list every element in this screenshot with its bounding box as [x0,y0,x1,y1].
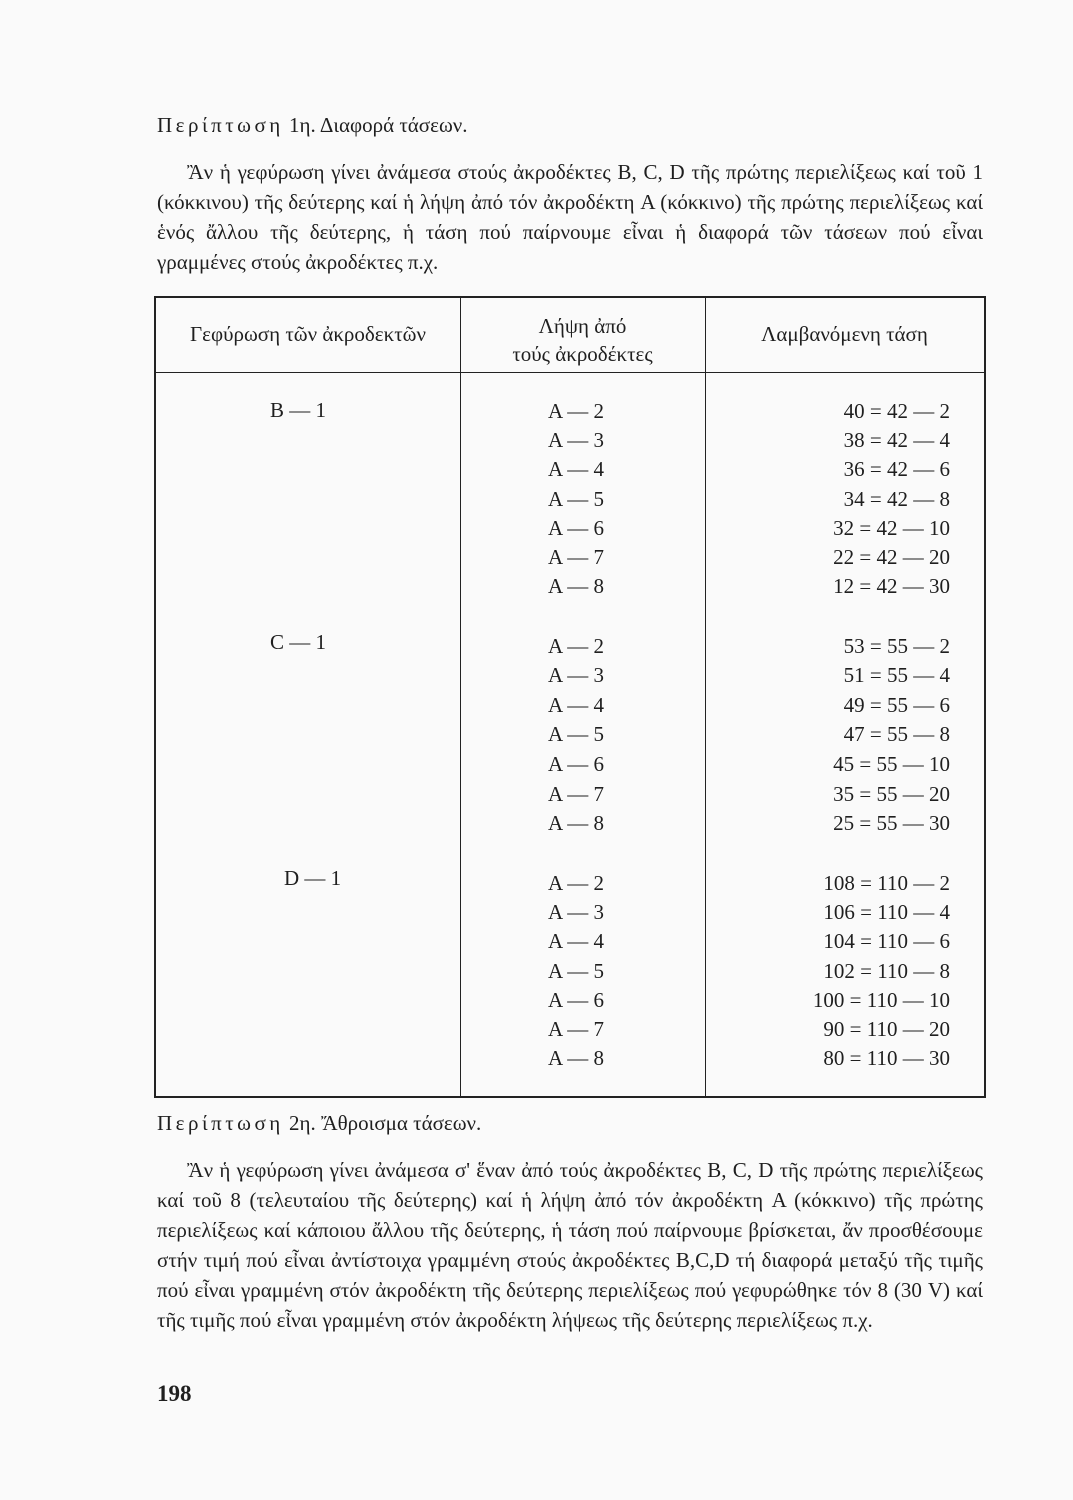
case2-heading-prefix: Περίπτωση [157,1111,284,1135]
bridge-label-d: D — 1 [284,866,342,890]
table-cell-take: A — 8 [548,574,605,598]
table-cell-voltage: 49 = 55 — 6 [843,693,950,717]
table-cell-voltage: 25 = 55 — 30 [833,811,950,835]
case1-heading-prefix: Περίπτωση [157,113,284,137]
header-voltage: Λαμβανόμενη τάση [761,322,928,346]
header-bridge: Γεφύρωση τῶν ἀκροδεκτῶν [190,322,426,346]
case2-heading [157,1111,481,1136]
table-cell-take: A — 5 [548,722,605,746]
header-take [460,312,705,368]
table-cell-voltage: 51 = 55 — 4 [843,663,950,687]
table-cell-voltage: 22 = 42 — 20 [833,545,950,569]
header-take-line2: τούς ἀκροδέκτες [512,342,653,366]
table-cell-take: A — 2 [548,634,605,658]
header-take-line1: Λήψη ἀπό [538,314,627,338]
table-cell-take: A — 3 [548,663,605,687]
table-cell-take: A — 8 [548,811,605,835]
table-divider-2 [705,296,706,1098]
table-cell-take: A — 6 [548,988,605,1012]
table-cell-take: A — 5 [548,959,605,983]
table-cell-take: A — 7 [548,782,605,806]
case2-paragraph: Ἂν ἡ γεφύρωση γίνει ἀνάμεσα σ' ἕναν ἀπό τούς ἀκροδέκτες B, C, D τῆς πρώτης περιελίξεως καί τοῦ 8 (τελευταίου τῆς δεύτερης) καί ἡ λήψη ἀπό τόν ἀκροδέκτη A (κόκκινο) τῆς πρώτης περιελίξεως καί κάποιου ἄλλου τῆς δεύτερης, ἡ τάση πού παίρνουμε βρίσκεται, ἄν προσθέσουμε στήν τιμή πού εἶναι ἀντίστοιχα γραμμένη στούς ἀκροδέκτες B,C,D τή διαφορά μεταξύ τῆς τιμῆς πού εἶναι γραμμένη στόν ἀκροδέκτη τῆς δεύτερης περιελίξεως πού γεφυρώθηκε τόν 8 (30 V) καί τῆς τιμῆς πού εἶναι γραμμένη στόν ἀκροδέκτη λήψεως τῆς δεύτερης περιελίξεως π.χ. [157,1158,983,1332]
table-cell-voltage: 35 = 55 — 20 [833,782,950,806]
table-cell-take: A — 6 [548,752,605,776]
table-divider-1 [460,296,461,1098]
table-cell-voltage: 104 = 110 — 6 [823,929,950,953]
table-cell-take: A — 3 [548,428,605,452]
bridge-label-c: C — 1 [270,630,327,654]
case2-heading-rest: 2η. Ἄθροισμα τάσεων. [289,1111,482,1135]
table-cell-voltage: 100 = 110 — 10 [812,988,950,1012]
bridge-label-b: B — 1 [270,398,327,422]
table-cell-voltage: 80 = 110 — 30 [823,1046,950,1070]
table-cell-take: A — 2 [548,871,605,895]
table-cell-voltage: 90 = 110 — 20 [823,1017,950,1041]
table-cell-voltage: 108 = 110 — 2 [823,871,950,895]
table-cell-voltage: 34 = 42 — 8 [843,487,950,511]
table-cell-take: A — 8 [548,1046,605,1070]
table-cell-voltage: 12 = 42 — 30 [833,574,950,598]
table-cell-take: A — 3 [548,900,605,924]
table-cell-take: A — 7 [548,545,605,569]
table-cell-take: A — 2 [548,399,605,423]
table-cell-take: A — 4 [548,693,605,717]
table-cell-voltage: 40 = 42 — 2 [843,399,950,423]
table-cell-voltage: 36 = 42 — 6 [843,457,950,481]
table-cell-take: A — 4 [548,457,605,481]
case1-paragraph: Ἂν ἡ γεφύρωση γίνει ἀνάμεσα στούς ἀκροδέκτες B, C, D τῆς πρώτης περιελίξεως καί τοῦ 1 (κόκκινου) τῆς δεύτερης καί ἡ λήψη ἀπό τόν ἀκροδέκτη A (κόκκινο) τῆς πρώτης περιελίξεως καί ἑνός ἄλλου τῆς δεύτερης, ἡ τάση πού παίρνουμε εἶναι ἡ διαφορά τῶν τάσεων πού εἶναι γραμμένες στούς ἀκροδέκτες π.χ. [157,160,983,274]
case1-heading [157,113,468,138]
table-cell-take: A — 4 [548,929,605,953]
page-number: 198 [157,1381,192,1406]
table-cell-voltage: 102 = 110 — 8 [823,959,950,983]
table-cell-voltage: 45 = 55 — 10 [833,752,950,776]
table-cell-voltage: 53 = 55 — 2 [843,634,950,658]
case1-heading-rest: 1η. Διαφορά τάσεων. [289,113,468,137]
table-cell-take: A — 5 [548,487,605,511]
table-cell-voltage: 106 = 110 — 4 [823,900,950,924]
table-header-rule [154,372,986,373]
table-cell-voltage: 32 = 42 — 10 [833,516,950,540]
table-cell-voltage: 38 = 42 — 4 [843,428,950,452]
table-cell-take: A — 7 [548,1017,605,1041]
table-cell-take: A — 6 [548,516,605,540]
table-cell-voltage: 47 = 55 — 8 [843,722,950,746]
